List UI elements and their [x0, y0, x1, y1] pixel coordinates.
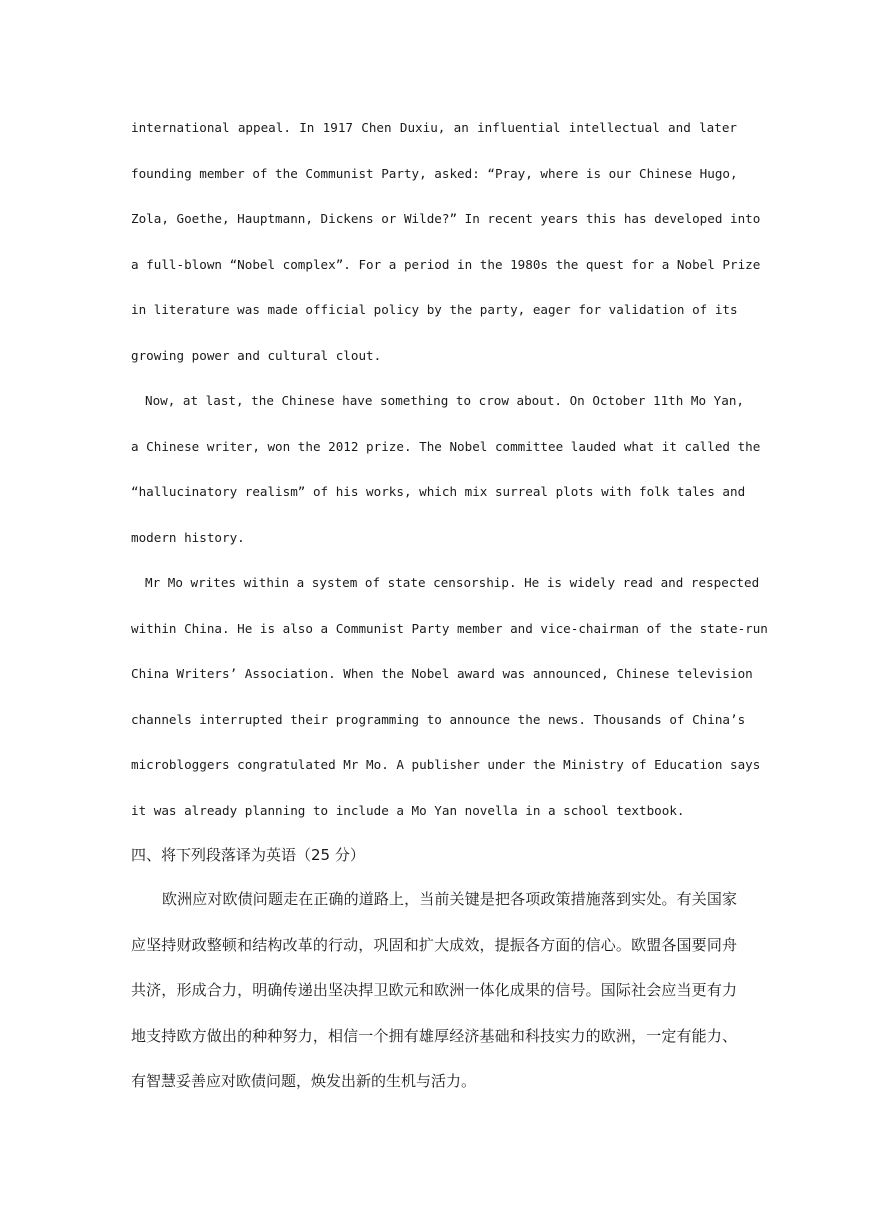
text-line: “hallucinatory realism” of his works, which mix surreal plots with folk tales and [131, 484, 746, 499]
passage-paragraph-2 [131, 378, 761, 560]
text-line: growing power and cultural clout. [131, 347, 382, 363]
text-line: China Writers’ Association. When the Nobel award was announced, Chinese television [131, 666, 753, 681]
text-line: Mr Mo writes within a system of state censorship. He is widely read and respected [145, 575, 760, 590]
text-line: channels interrupted their programming to announce the news. Thousands of China’s [131, 711, 746, 727]
text-line: a full-blown “Nobel complex”. For a period in the 1980s the quest for a Nobel Prize [131, 256, 761, 272]
text-line: modern history. [131, 529, 245, 545]
text-line: microbloggers congratulated Mr Mo. A publisher under the Ministry of Education says [131, 757, 761, 772]
text-line: 欧洲应对欧债问题走在正确的道路上，当前关键是把各项政策措施落到实处。有关国家 [162, 890, 737, 908]
text-line: founding member of the Communist Party, asked: “Pray, where is our Chinese Hugo, [131, 165, 738, 181]
text-line: in literature was made official policy by the party, eager for validation of its [131, 302, 738, 317]
text-line: 地支持欧方做出的种种努力，相信一个拥有雄厚经济基础和科技实力的欧洲，一定有能力、 [131, 1026, 737, 1045]
passage-paragraph-1 [131, 105, 761, 378]
chinese-paragraph [131, 877, 737, 1105]
text-line: a Chinese writer, won the 2012 prize. The Nobel committee lauded what it called the [131, 438, 761, 454]
text-line: 有智慧妥善应对欧债问题，焕发出新的生机与活力。 [131, 1072, 477, 1090]
text-line: within China. He is also a Communist Party member and vice-chairman of the state-run [131, 620, 768, 636]
passage-paragraph-3 [131, 560, 768, 833]
text-line: it was already planning to include a Mo Yan novella in a school textbook. [131, 802, 685, 818]
text-line: 应坚持财政整顿和结构改革的行动，巩固和扩大成效，提振各方面的信心。欧盟各国要同舟 [131, 935, 737, 954]
text-line: 共济，形成合力，明确传递出坚决捍卫欧元和欧洲一体化成果的信号。国际社会应当更有力 [131, 981, 737, 999]
text-line: international appeal. In 1917 Chen Duxiu, an influential intellectual and later [131, 120, 737, 135]
section-heading: 四、将下列段落译为英语（25 分） [131, 846, 365, 864]
text-line: Now, at last, the Chinese have something to crow about. On October 11th Mo Yan, [145, 393, 744, 408]
text-line: Zola, Goethe, Hauptmann, Dickens or Wilde?” In recent years this has developed into [131, 211, 761, 226]
